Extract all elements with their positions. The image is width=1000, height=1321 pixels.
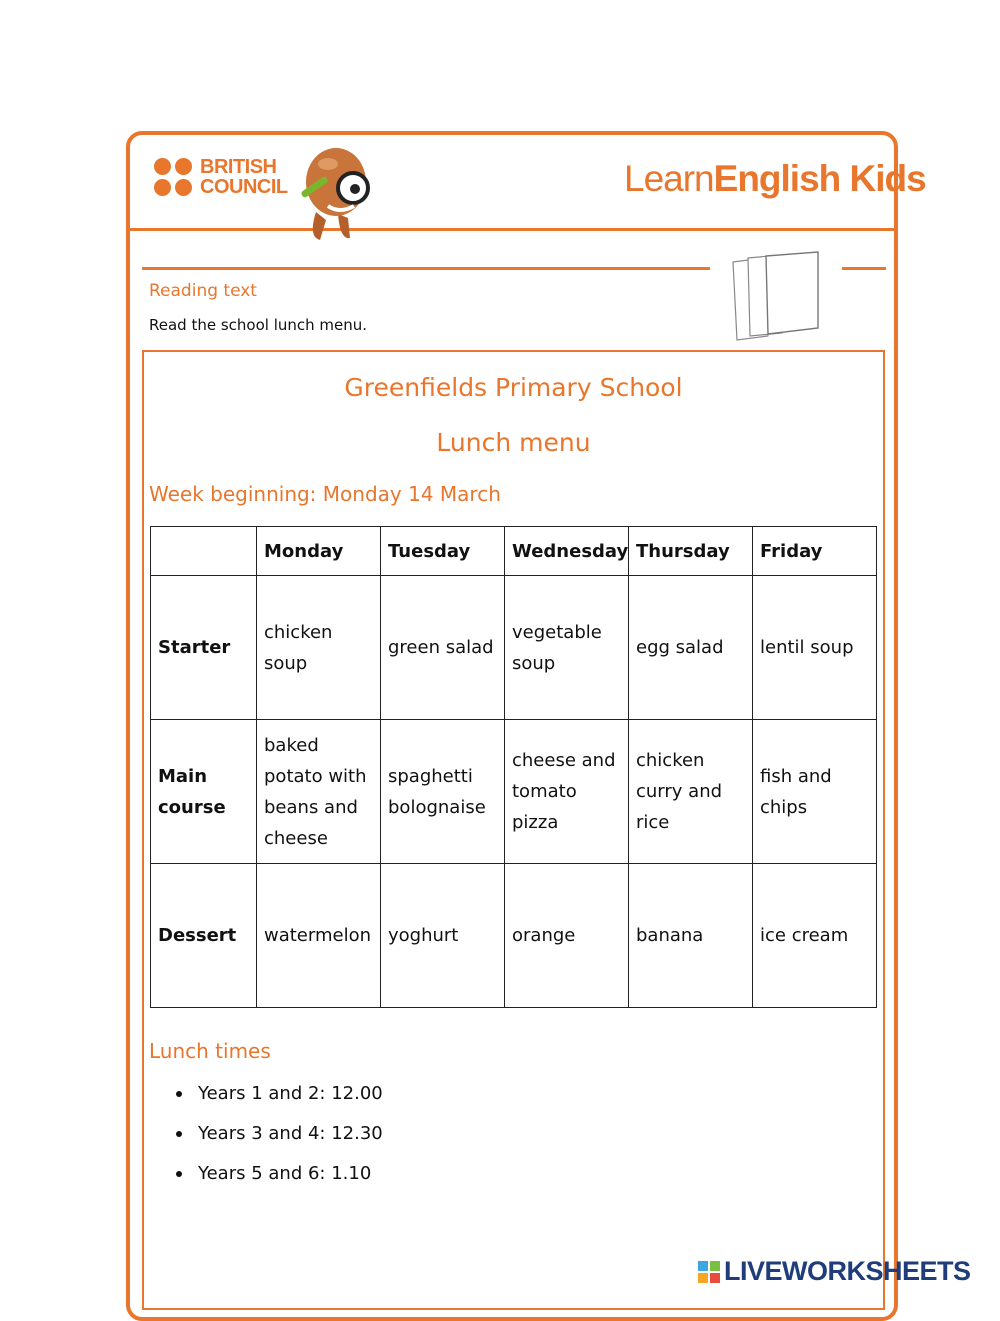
row-label-main-course: Main course — [151, 720, 257, 864]
table-cell: watermelon — [257, 864, 381, 1008]
table-row-main-course — [151, 720, 877, 864]
section-rule-left — [142, 267, 710, 270]
school-name: Greenfields Primary School — [344, 373, 683, 402]
table-row-starter — [151, 576, 877, 720]
table-cell: orange — [505, 864, 629, 1008]
row-label-starter: Starter — [151, 576, 257, 720]
table-cell: chicken soup — [257, 576, 381, 720]
table-cell: banana — [629, 864, 753, 1008]
liveworksheets-watermark — [698, 1256, 971, 1287]
table-cell: yoghurt — [381, 864, 505, 1008]
table-row-dessert — [151, 864, 877, 1008]
list-item: Years 1 and 2: 12.00 — [174, 1078, 383, 1118]
british-council-line2: COUNCIL — [200, 176, 288, 198]
lunch-times-heading: Lunch times — [149, 1039, 271, 1063]
table-cell: vegetable soup — [505, 576, 629, 720]
british-council-line1: BRITISH — [200, 156, 277, 178]
table-cell: baked potato with beans and cheese — [257, 720, 381, 864]
table-cell: egg salad — [629, 576, 753, 720]
brand-bold-text: English Kids — [713, 158, 926, 199]
header-friday: Friday — [753, 527, 877, 576]
table-header-row — [151, 527, 877, 576]
table-cell: cheese and tomato pizza — [505, 720, 629, 864]
table-cell: green salad — [381, 576, 505, 720]
list-item: Years 5 and 6: 1.10 — [174, 1158, 383, 1198]
table-cell: lentil soup — [753, 576, 877, 720]
lunch-times-list — [174, 1078, 383, 1198]
table-cell: fish and chips — [753, 720, 877, 864]
liveworksheets-text: LIVEWORKSHEETS — [724, 1256, 971, 1286]
week-beginning: Week beginning: Monday 14 March — [149, 482, 501, 506]
instruction-text: Read the school lunch menu. — [149, 316, 368, 334]
reading-text-heading: Reading text — [149, 281, 257, 301]
british-council-logo — [154, 157, 288, 197]
header-tuesday: Tuesday — [381, 527, 505, 576]
list-item: Years 3 and 4: 12.30 — [174, 1118, 383, 1158]
lunch-menu-table — [150, 526, 877, 1008]
table-cell: spaghetti bolognaise — [381, 720, 505, 864]
header-wednesday: Wednesday — [505, 527, 629, 576]
header-empty-cell — [151, 527, 257, 576]
papers-icon — [728, 248, 823, 347]
row-label-dessert: Dessert — [151, 864, 257, 1008]
header-thursday: Thursday — [629, 527, 753, 576]
header-monday: Monday — [257, 527, 381, 576]
brand-light-text: Learn — [624, 158, 714, 199]
liveworksheets-logo-icon — [698, 1261, 720, 1283]
menu-title: Lunch menu — [436, 428, 591, 457]
table-cell: ice cream — [753, 864, 877, 1008]
section-rule-right — [842, 267, 886, 270]
table-cell: chicken curry and rice — [629, 720, 753, 864]
learnenglish-kids-logo — [624, 158, 926, 200]
mascot-icon — [298, 142, 378, 246]
header-divider — [130, 228, 894, 231]
british-council-dots-icon — [154, 158, 192, 196]
